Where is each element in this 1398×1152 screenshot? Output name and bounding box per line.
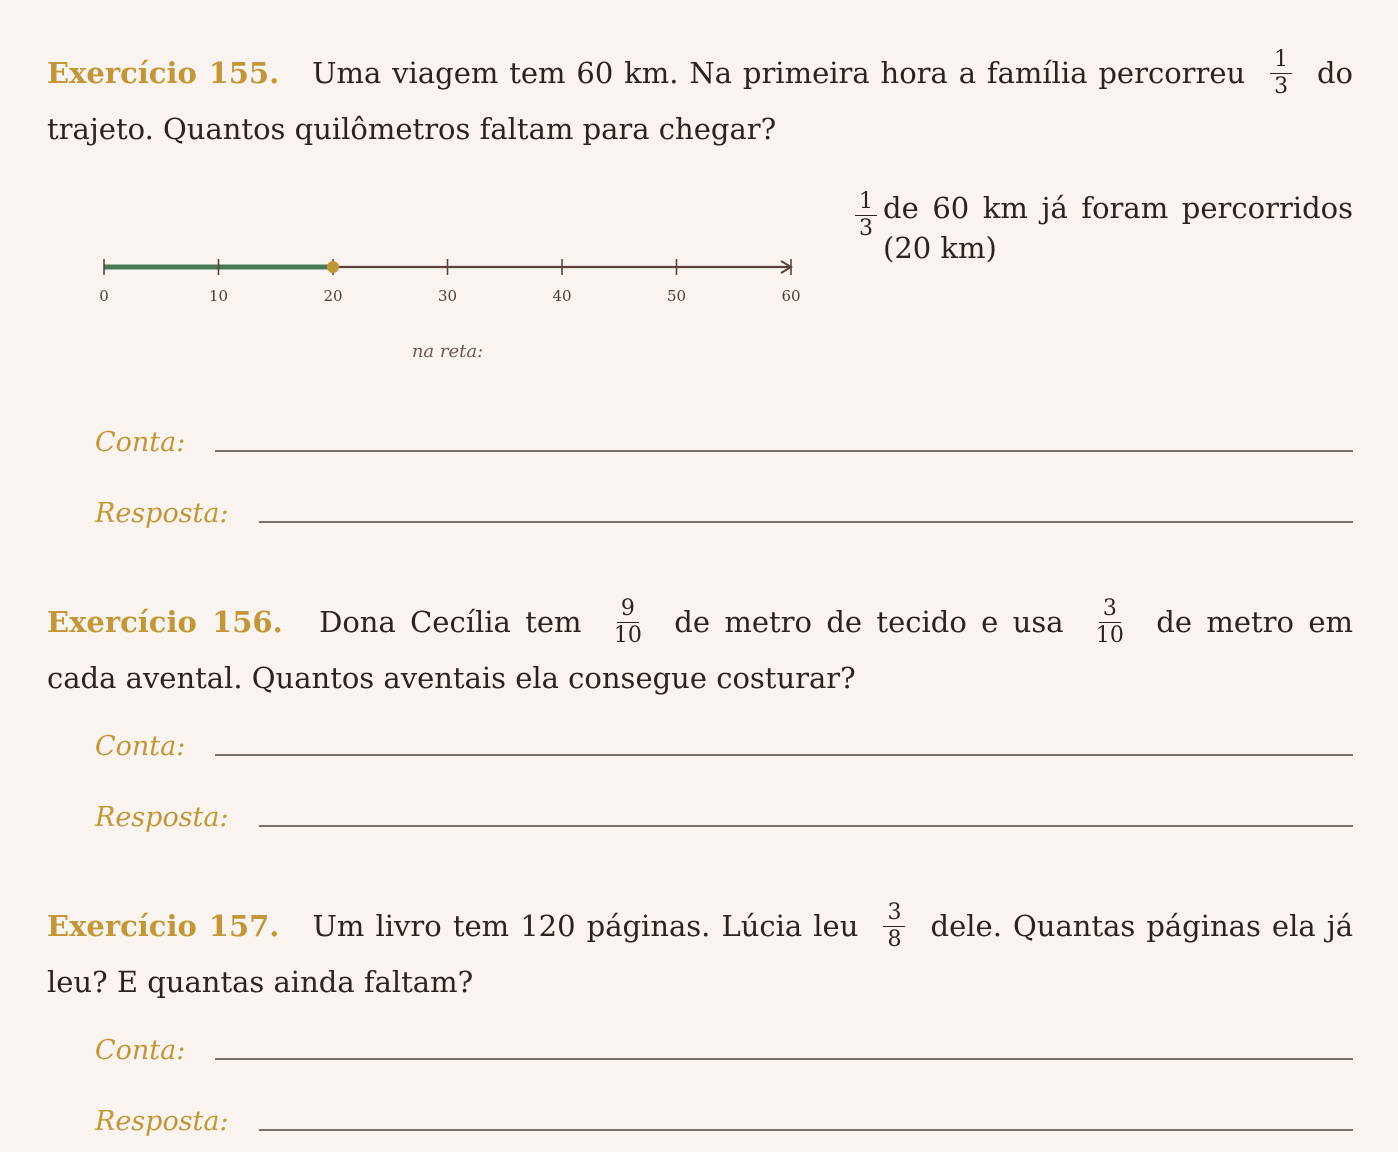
resposta-label: Resposta: xyxy=(95,802,229,833)
fraction-numerator: 1 xyxy=(855,190,877,216)
conta-label: Conta: xyxy=(95,427,186,458)
fraction-numerator: 3 xyxy=(883,901,905,927)
exercise-title: Exercício 156. xyxy=(47,605,283,639)
fraction xyxy=(1270,48,1292,99)
number-line-tick-label: 0 xyxy=(99,287,109,305)
number-line-tick-label: 50 xyxy=(666,287,687,305)
fraction-denominator: 10 xyxy=(1095,622,1124,648)
fraction-denominator: 10 xyxy=(613,622,642,648)
exercise-text-after: do trajeto. Quantos quilômetros faltam para chegar? xyxy=(47,56,1354,146)
conta-answer-line[interactable] xyxy=(215,449,1353,452)
exercise-text-before: Um livro tem 120 páginas. Lúcia leu xyxy=(312,909,859,943)
number-line-tick-label: 40 xyxy=(552,287,572,305)
exercise-155 xyxy=(47,45,1353,157)
fraction xyxy=(1092,597,1128,648)
fraction xyxy=(610,597,646,648)
fraction-numerator: 3 xyxy=(1099,597,1121,623)
conta-answer-line[interactable] xyxy=(215,753,1353,756)
resposta-label: Resposta: xyxy=(95,1106,229,1137)
fraction-denominator: 8 xyxy=(887,926,902,952)
note-fraction xyxy=(855,190,877,241)
number-line-tick-label: 30 xyxy=(437,287,458,305)
exercise-156 xyxy=(47,594,1353,706)
number-line-tick-label: 10 xyxy=(208,287,229,305)
conta-row xyxy=(95,428,1353,458)
conta-row xyxy=(95,1036,1353,1066)
exercise-157 xyxy=(47,898,1353,1010)
resposta-row xyxy=(95,499,1353,529)
note-text: de 60 km já foram percorridos (20 km) xyxy=(883,191,1353,265)
exercise-text-middle: de metro de tecido e usa xyxy=(674,605,1064,639)
conta-row xyxy=(95,732,1353,762)
resposta-answer-line[interactable] xyxy=(259,520,1353,523)
exercise-title: Exercício 157. xyxy=(47,909,280,943)
fraction-numerator: 1 xyxy=(1270,48,1292,74)
exercise-title: Exercício 155. xyxy=(47,56,280,90)
number-line-tick-label: 60 xyxy=(781,287,801,305)
number-line xyxy=(90,240,810,370)
resposta-row xyxy=(95,803,1353,833)
conta-label: Conta: xyxy=(95,731,186,762)
resposta-row xyxy=(95,1107,1353,1137)
exercise-text-before: Dona Cecília tem xyxy=(319,605,582,639)
exercise-text-after: dele. Quantas páginas ela já leu? E quantas ainda faltam? xyxy=(47,909,1354,999)
exercise-text-before: Uma viagem tem 60 km. Na primeira hora a família percorreu xyxy=(312,56,1246,90)
number-line-caption: na reta: xyxy=(411,341,484,362)
resposta-label: Resposta: xyxy=(95,498,229,529)
number-line-point xyxy=(327,261,339,273)
resposta-answer-line[interactable] xyxy=(259,824,1353,827)
fraction-denominator: 3 xyxy=(1274,73,1289,99)
fraction-numerator: 9 xyxy=(617,597,639,623)
exercise-text-after: de metro em cada avental. Quantos aventais ela consegue costurar? xyxy=(47,605,1354,695)
fraction xyxy=(883,901,905,952)
fraction-denominator: 3 xyxy=(859,216,873,241)
conta-answer-line[interactable] xyxy=(215,1057,1353,1060)
resposta-answer-line[interactable] xyxy=(259,1128,1353,1131)
number-line-note xyxy=(855,188,1353,268)
number-line-tick-label: 20 xyxy=(323,287,343,305)
conta-label: Conta: xyxy=(95,1035,186,1066)
